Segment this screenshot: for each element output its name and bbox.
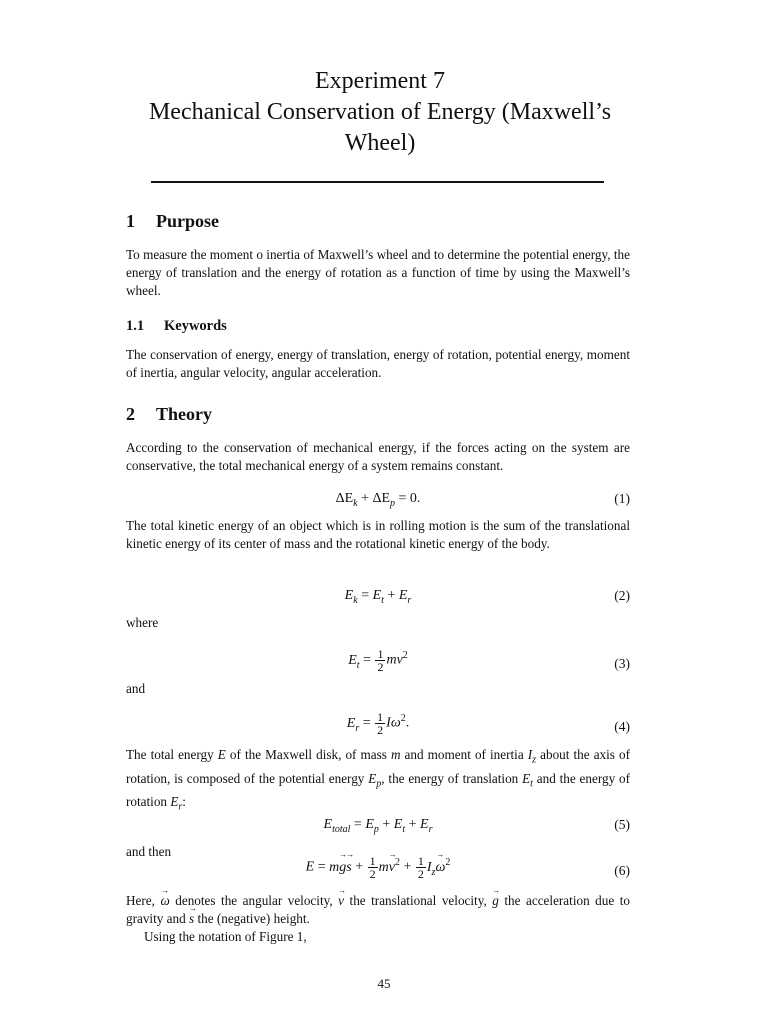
subsection-number: 1.1 bbox=[126, 318, 145, 334]
equation-number: (6) bbox=[614, 863, 630, 878]
equation-1 bbox=[126, 491, 630, 511]
keywords-paragraph: The conservation of energy, energy of translation, energy of rotation, potential energy, moment of inertia, angular velocity, angular acceleration. bbox=[126, 347, 630, 380]
equation-5-body: $E_{total} = E_p + E_t + E_r$ bbox=[323, 817, 433, 835]
theory-paragraph-1: According to the conservation of mechanical energy, if the forces acting on the system are conservative, the total mechanical energy of a system remains constant. bbox=[126, 440, 630, 473]
equation-2-body: $E_k = E_t + E_r$ bbox=[344, 588, 412, 606]
equation-number: (3) bbox=[614, 656, 630, 671]
equation-3-body: $E_t$ = $\frac{1}{2}$ $mv^2$ bbox=[348, 647, 408, 674]
section-heading-theory bbox=[126, 404, 212, 425]
title-rule bbox=[151, 181, 604, 183]
theory-last-line: Using the notation of Figure 1, bbox=[144, 929, 307, 944]
equation-number: (5) bbox=[614, 817, 630, 832]
equation-2 bbox=[126, 588, 630, 608]
section-number: 2 bbox=[126, 404, 135, 424]
subsection-heading-keywords bbox=[126, 318, 227, 335]
section-title: Theory bbox=[156, 404, 212, 424]
theory-paragraph-4: Here, → ω denotes the angular velocity, → v the translational velocity, → g the acceleration due to gravity and → s the (negative) height. bbox=[126, 892, 630, 928]
and-text: and bbox=[126, 681, 146, 696]
title-line-3: Wheel) bbox=[344, 130, 416, 156]
section-heading-purpose bbox=[126, 211, 219, 232]
title-line-2: Mechanical Conservation of Energy (Maxwell’s bbox=[148, 99, 612, 125]
equation-number: (2) bbox=[614, 588, 630, 603]
equation-4 bbox=[126, 709, 630, 745]
document-title bbox=[110, 66, 650, 159]
theory-paragraph-2: The total kinetic energy of an object which is in rolling motion is the sum of the translational kinetic energy of its center of mass and the rotational kinetic energy of the body. bbox=[126, 518, 630, 551]
title-line-1: Experiment 7 bbox=[315, 68, 445, 94]
where-text: where bbox=[126, 615, 159, 630]
equation-number: (4) bbox=[614, 719, 630, 734]
equation-number: (1) bbox=[614, 491, 630, 506]
section-title: Purpose bbox=[156, 211, 219, 231]
and-then-text: and then bbox=[126, 844, 172, 859]
page-number: 45 bbox=[377, 976, 391, 991]
equation-3 bbox=[126, 644, 630, 680]
equation-5 bbox=[126, 817, 630, 837]
equation-6-body: E = m→ g→ s + $\frac{1}{2}$ $m\to v^2$ + $\frac{1}{2}$ $I_z\to \omega^2$ bbox=[126, 855, 630, 880]
subsection-title: Keywords bbox=[164, 318, 227, 334]
purpose-paragraph: To measure the moment o inertia of Maxwell’s wheel and to determine the potential energy, the energy of translation and the energy of rotation as a function of time by using the Maxwell’s wheel. bbox=[126, 247, 630, 298]
section-number: 1 bbox=[126, 211, 135, 231]
equation-6 bbox=[126, 853, 630, 889]
equation-1-body: $\Delta E_k + \Delta E_p = 0$. bbox=[335, 491, 421, 509]
theory-paragraph-3: The total energy E of the Maxwell disk, of mass m and moment of inertia $I_z$ about the axis of rotation, is composed of the potential energy $E_p$, the energy of translation $E_t$ and the energy of rotation $E_r$: bbox=[126, 747, 631, 813]
equation-4-body: $E_r$ = $\frac{1}{2}$ $I\omega^2$. bbox=[346, 710, 410, 737]
